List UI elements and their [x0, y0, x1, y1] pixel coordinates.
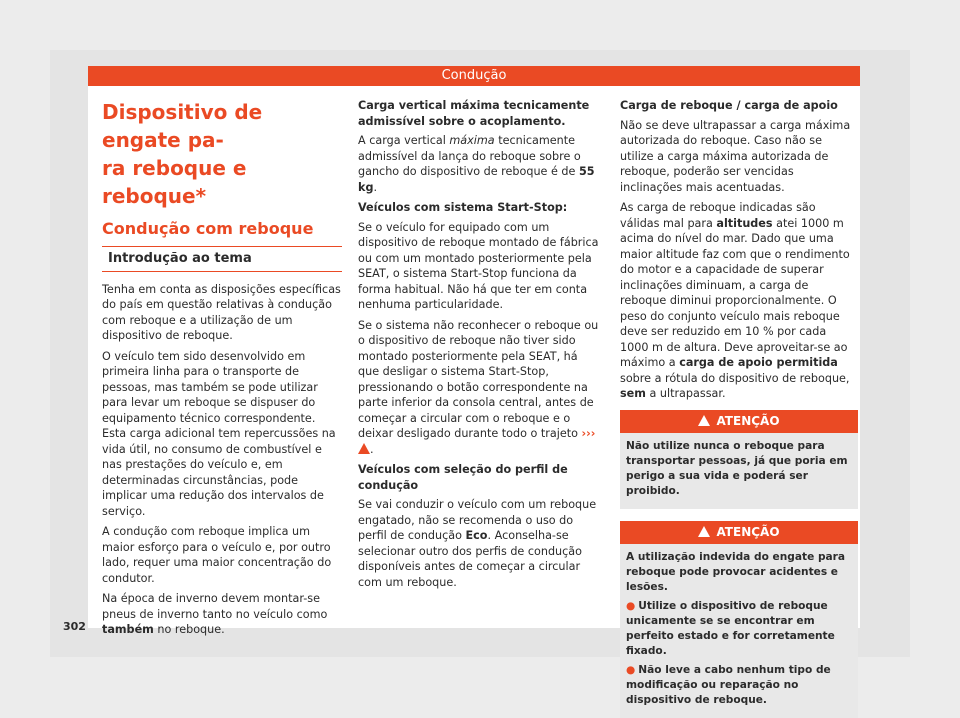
- paragraph: Não se deve ultrapassar a carga máxima autorizada do reboque. Caso não se utilize a carga máxima autorizada de reboque, poderão ser vencidas inclinações mais acentuadas.: [620, 118, 851, 194]
- page-number: 302: [63, 620, 86, 633]
- paragraph: [358, 318, 602, 458]
- bold-text: carga de apoio permitida: [679, 356, 838, 369]
- italic-text: máxima: [449, 134, 495, 147]
- warning-title: ATENÇÃO: [716, 413, 780, 428]
- chapter-title: [102, 98, 342, 210]
- warning-text: Não utilize nunca o reboque para transportar pessoas, já que poria em perigo a sua vida e poderá ser proibido.: [626, 439, 848, 497]
- paragraph: Tenha em conta as disposições específicas do país em questão relativas à condução com reboque e a utilização de um dispositivo de reboque.: [102, 282, 341, 342]
- section-title: Condução com reboque: [102, 219, 314, 238]
- warning-header: [620, 521, 858, 544]
- chapter-title-line1: Dispositivo de engate pa-: [102, 100, 263, 152]
- bold-text: Eco: [465, 529, 488, 542]
- text-run: Na época de inverno devem montar-se pneus de inverno tanto no veículo como: [102, 592, 328, 621]
- bold-text: também: [102, 623, 154, 636]
- text-run: a ultrapassar.: [645, 387, 726, 400]
- text-run: atei 1000 m acima do nível do mar. Dado que uma maior altitude faz com que o rendimento do motor e a capacidade de superar inclinações diminuam, a carga de reboque diminui proporcionalmente. O peso do conjunto veículo mais reboque deve ser reduzido em 10 % por cada 1000 m de altura. Deve aproveitar-se ao máximo a: [620, 216, 850, 369]
- paragraph: [358, 497, 602, 590]
- warning-box: [620, 521, 858, 718]
- subheading: Carga vertical máxima tecnicamente admissível sobre o acoplamento.: [358, 99, 590, 128]
- bold-text: 55 kg: [358, 165, 595, 194]
- warning-triangle-icon: [358, 443, 370, 454]
- text-run: tecnicamente admissível da lança do reboque sobre o gancho do dispositivo de reboque é de: [358, 134, 581, 178]
- warning-header: [620, 410, 858, 433]
- text-run: .: [373, 180, 378, 194]
- reference-arrows-link[interactable]: ›››: [581, 427, 596, 440]
- paragraph: [620, 200, 858, 402]
- warning-body: [620, 544, 858, 718]
- warning-title: ATENÇÃO: [716, 524, 780, 539]
- paragraph: [358, 133, 602, 195]
- text-run: As carga de reboque indicadas são válidas mal para: [620, 201, 816, 230]
- bold-text: altitudes: [716, 216, 773, 230]
- bullet-icon: ●: [626, 599, 636, 612]
- warning-text: A utilização indevida do engate para reboque pode provocar acidentes e lesões.: [626, 550, 846, 593]
- warning-triangle-icon: [698, 415, 710, 426]
- paragraph: O veículo tem sido desenvolvido em primeira linha para o transporte de pessoas, mas também se pode utilizar para levar um reboque se dispuser do equipamento técnico correspondente. Esta carga adicional tem repercussões na vida útil, no consumo de combustível e nas prestações do veículo e, em determinadas circunstâncias, pode implicar uma redução dos intervalos de serviço.: [102, 349, 336, 518]
- bold-text: sem: [620, 387, 646, 400]
- warning-bullet: [626, 663, 852, 708]
- column-3: [620, 98, 858, 718]
- paragraph: Se o veículo for equipado com um dispositivo de reboque montado de fábrica ou com um montado posteriormente pela SEAT, o sistema Start-Stop funciona da forma habitual. Não há que ter em conta nenhuma particularidade.: [358, 220, 599, 311]
- paragraph: A condução com reboque implica um maior esforço para o veículo e, por outro lado, requer uma maior concentração do condutor.: [102, 525, 332, 585]
- bullet-icon: ●: [626, 663, 636, 676]
- warning-bullet-text: Não leve a cabo nenhum tipo de modificação ou reparação no dispositivo de reboque.: [626, 663, 831, 706]
- paragraph: [102, 591, 342, 638]
- text-run: . Aconselha-se selecionar outro dos perfis de condução disponíveis antes de começar a circular com um reboque.: [358, 529, 583, 589]
- warning-box: [620, 410, 858, 509]
- warning-triangle-icon: [698, 526, 710, 537]
- subheading: Veículos com seleção do perfil de condução: [358, 463, 568, 492]
- text-run: .: [370, 442, 374, 456]
- warning-body: [620, 433, 858, 509]
- text-run: sobre a rótula do dispositivo de reboque,: [620, 371, 850, 385]
- text-run: Se o sistema não reconhecer o reboque ou o dispositivo de reboque não tiver sido montado posteriormente pela SEAT, há que desligar o sistema Start-Stop, pressionando o botão correspondente na parte inferior da consola central, antes de começar a circular com o reboque e o deixar desligado durante todo o trajeto: [358, 318, 599, 440]
- chapter-title-line2: ra reboque e reboque*: [102, 156, 247, 208]
- subheading: Carga de reboque / carga de apoio: [620, 99, 838, 112]
- column-2: [358, 98, 602, 595]
- text-run: Se vai conduzir o veículo com um reboque engatado, não se recomenda o uso do perfil de condução: [358, 498, 597, 542]
- intro-title: Introdução ao tema: [102, 246, 342, 272]
- text-run: no reboque.: [153, 623, 225, 636]
- text-run: A carga vertical: [358, 134, 450, 147]
- header-bar: Condução: [88, 66, 860, 86]
- subheading: Veículos com sistema Start-Stop:: [358, 201, 568, 214]
- warning-bullet-text: Utilize o dispositivo de reboque unicamente se se encontrar em perfeito estado e for corretamente fixado.: [626, 599, 835, 657]
- warning-bullet: [626, 599, 852, 659]
- column-1: [102, 98, 342, 643]
